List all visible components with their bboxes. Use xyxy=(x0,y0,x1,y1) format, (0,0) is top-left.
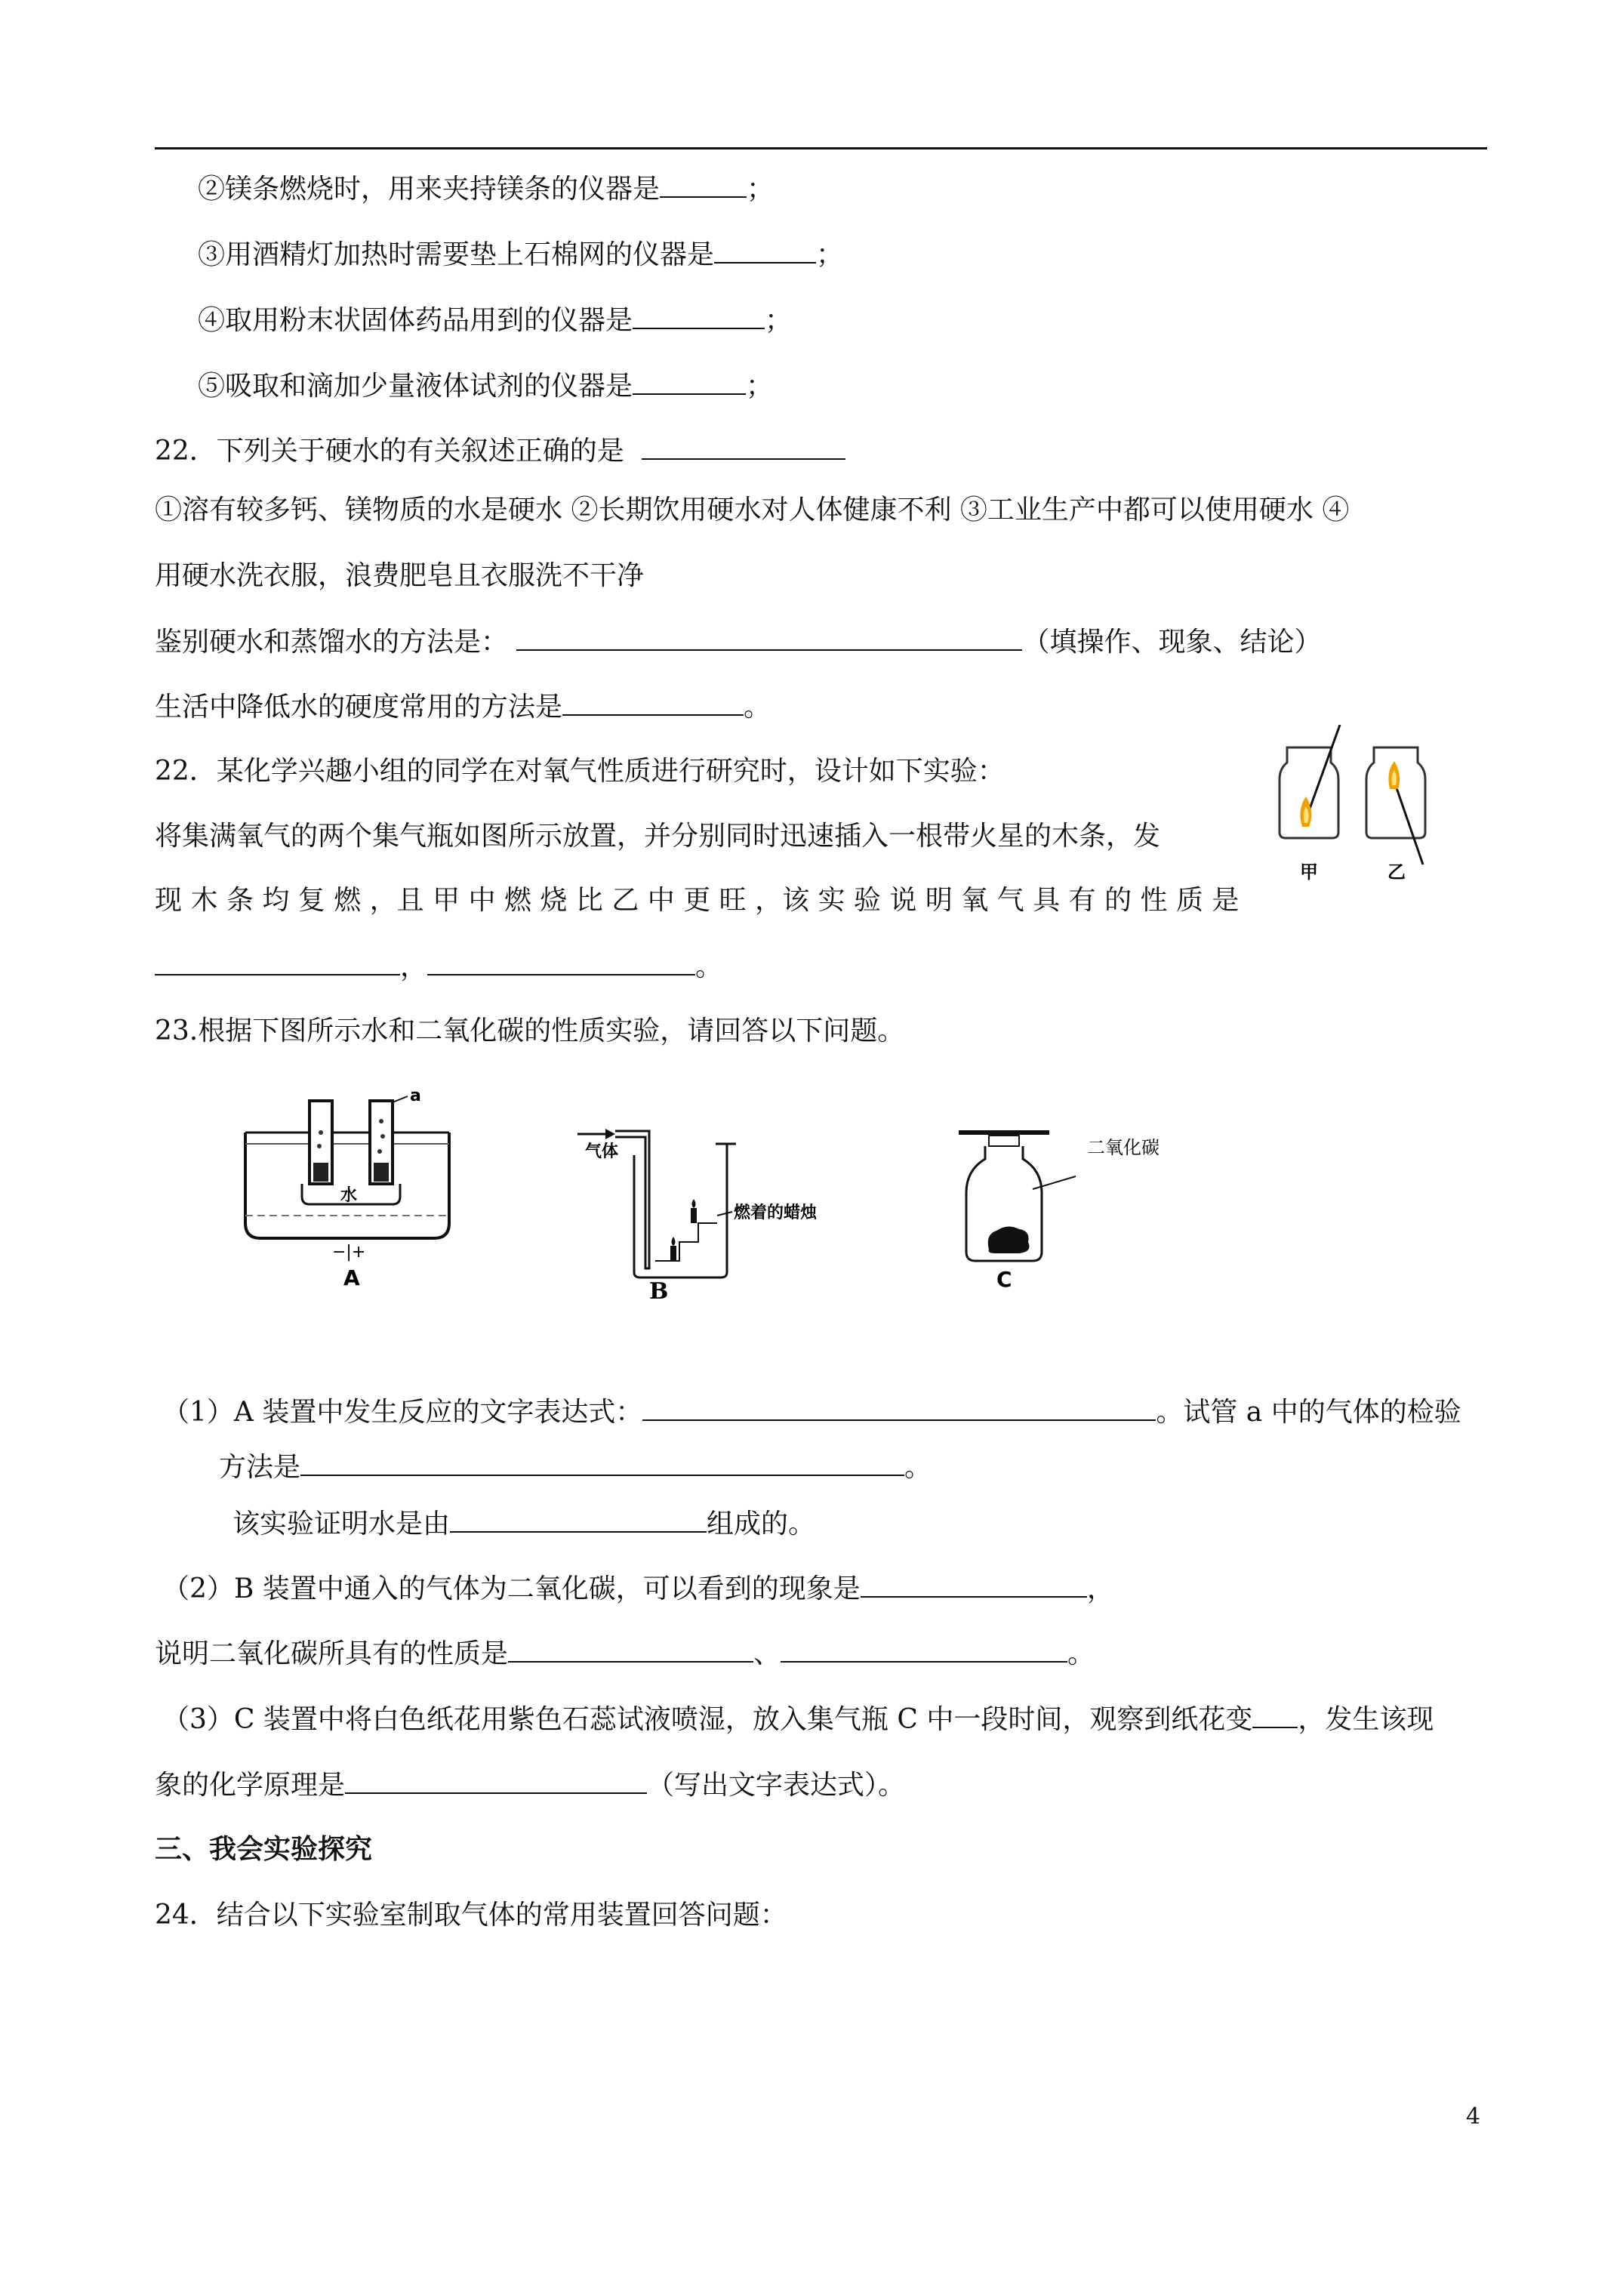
oxygen-jars-figure xyxy=(1261,725,1457,887)
battery-icon: −|+ xyxy=(332,1243,366,1262)
candle-label: 燃着的蜡烛 xyxy=(734,1203,818,1222)
question-23-3-line-2 xyxy=(155,1768,905,1802)
question-22-options-line-1: ①溶有较多钙、镁物质的水是硬水 ②长期饮用硬水对人体健康不利 ③工业生产中都可以使用硬水 ④ xyxy=(155,495,1350,525)
jar-yi-icon xyxy=(1366,747,1425,864)
question-22-softening xyxy=(155,690,771,724)
question-22-method xyxy=(155,625,1321,659)
question-text: （3）C 装置中将白色纸花用紫色石蕊试液喷湿，放入集气瓶 C 中一段时间，观察到纸花变 xyxy=(162,1704,1253,1735)
question-text: 说明二氧化碳所具有的性质是 xyxy=(155,1638,509,1669)
question-23-1-line-1 xyxy=(162,1395,1461,1429)
answer-blank[interactable] xyxy=(427,950,695,975)
jar-jia-label: 甲 xyxy=(1300,861,1318,883)
item-text: ⑤吸取和滴加少量液体试剂的仪器是 xyxy=(198,371,633,402)
figure-c-label: C xyxy=(996,1267,1012,1291)
figure-b-label: B xyxy=(649,1278,669,1305)
section-3-heading: 三、我会实验探究 xyxy=(155,1834,373,1865)
question-21-item-5 xyxy=(198,369,773,403)
question-22-oxygen-line-1: 22．某化学兴趣小组的同学在对氧气性质进行研究时，设计如下实验： xyxy=(155,756,1005,787)
question-21-item-4 xyxy=(198,304,792,337)
co2-jar-figure xyxy=(944,1117,1230,1291)
jar-jia-icon xyxy=(1280,725,1340,838)
question-text: 22．下列关于硬水的有关叙述正确的是 xyxy=(155,436,624,467)
electrolysis-apparatus-figure xyxy=(238,1087,457,1291)
question-text: 鉴别硬水和蒸馏水的方法是： xyxy=(155,627,509,658)
question-22-oxygen-line-3: 现 木 条 均 复 燃 ，且 甲 中 燃 烧 比 乙 中 更 旺 ，该 实 验 说 明 氧 气 具 有 的 性 质 是 xyxy=(155,885,1240,916)
answer-blank[interactable] xyxy=(345,1768,647,1794)
question-23-title: 23.根据下图所示水和二氧化碳的性质实验，请回答以下问题。 xyxy=(155,1015,905,1046)
question-22-oxygen-line-2: 将集满氧气的两个集气瓶如图所示放置，并分别同时迅速插入一根带火星的木条，发 xyxy=(155,821,1161,852)
answer-blank[interactable] xyxy=(633,304,765,329)
answer-blank[interactable] xyxy=(642,434,845,460)
question-punct: 。 xyxy=(695,951,723,982)
question-punct: 。 xyxy=(1067,1638,1095,1669)
question-text-tail: 。试管 a 中的气体的检验 xyxy=(1156,1397,1461,1428)
separator: 、 xyxy=(753,1638,781,1669)
question-23-2-line-2 xyxy=(155,1637,1095,1671)
answer-blank[interactable] xyxy=(714,238,816,264)
page-number: 4 xyxy=(1466,2103,1481,2130)
question-22-options-line-2: 用硬水洗衣服，浪费肥皂且衣服洗不干净 xyxy=(155,560,645,591)
item-punct: ； xyxy=(746,371,774,402)
question-21-item-2 xyxy=(198,172,774,206)
question-22-oxygen-answers xyxy=(155,950,722,984)
answer-blank[interactable] xyxy=(1252,1703,1298,1728)
question-text-tail: 组成的。 xyxy=(707,1509,816,1539)
gas-label: 气体 xyxy=(585,1142,619,1161)
answer-blank[interactable] xyxy=(781,1637,1067,1663)
separator: ， xyxy=(400,951,428,982)
question-23-3-line-1 xyxy=(162,1703,1434,1737)
answer-blank[interactable] xyxy=(450,1507,707,1533)
answer-blank[interactable] xyxy=(508,1637,753,1663)
figure-a-label: A xyxy=(343,1265,360,1290)
question-text: （2）B 装置中通入的气体为二氧化碳，可以看到的现象是 xyxy=(162,1573,861,1604)
question-23-1-line-3 xyxy=(233,1507,815,1541)
jar-yi-label: 乙 xyxy=(1387,861,1406,883)
answer-blank[interactable] xyxy=(155,950,400,975)
question-text: 象的化学原理是 xyxy=(155,1770,346,1801)
answer-blank[interactable] xyxy=(633,369,746,395)
answer-blank[interactable] xyxy=(861,1572,1087,1598)
question-text: （1）A 装置中发生反应的文字表达式： xyxy=(162,1397,643,1428)
question-hint: （填操作、现象、结论） xyxy=(1022,627,1322,658)
answer-blank[interactable] xyxy=(660,172,747,198)
item-punct: ； xyxy=(816,239,844,270)
item-text: ③用酒精灯加热时需要垫上石棉网的仪器是 xyxy=(198,239,715,270)
question-24-title: 24．结合以下实验室制取气体的常用装置回答问题： xyxy=(155,1900,787,1931)
answer-blank[interactable] xyxy=(642,1395,1156,1421)
question-hint: （写出文字表达式）。 xyxy=(647,1770,906,1801)
header-rule xyxy=(155,147,1487,149)
question-punct: 。 xyxy=(744,692,771,723)
water-label: 水 xyxy=(340,1186,358,1205)
question-22-hard-water xyxy=(155,434,845,468)
answer-blank[interactable] xyxy=(300,1450,904,1476)
co2-label: 二氧化碳 xyxy=(1087,1137,1160,1158)
tube-a-label: a xyxy=(410,1087,421,1105)
question-text: 生活中降低水的硬度常用的方法是 xyxy=(155,692,563,723)
item-punct: ； xyxy=(765,305,793,336)
question-text-tail: ，发生该现 xyxy=(1298,1704,1434,1735)
question-23-1-line-2 xyxy=(219,1450,932,1484)
item-punct: ； xyxy=(747,174,775,205)
question-text: 方法是 xyxy=(219,1452,301,1483)
question-punct: 。 xyxy=(904,1452,932,1483)
item-text: ②镁条燃烧时，用来夹持镁条的仪器是 xyxy=(198,174,661,205)
co2-candle-figure xyxy=(574,1110,876,1306)
answer-blank[interactable] xyxy=(516,625,1022,651)
question-punct: ， xyxy=(1086,1573,1114,1604)
question-23-2-line-1 xyxy=(162,1572,1114,1606)
answer-blank[interactable] xyxy=(562,690,744,716)
item-text: ④取用粉末状固体药品用到的仪器是 xyxy=(198,305,633,336)
question-21-item-3 xyxy=(198,238,843,272)
question-text: 该实验证明水是由 xyxy=(233,1509,451,1539)
